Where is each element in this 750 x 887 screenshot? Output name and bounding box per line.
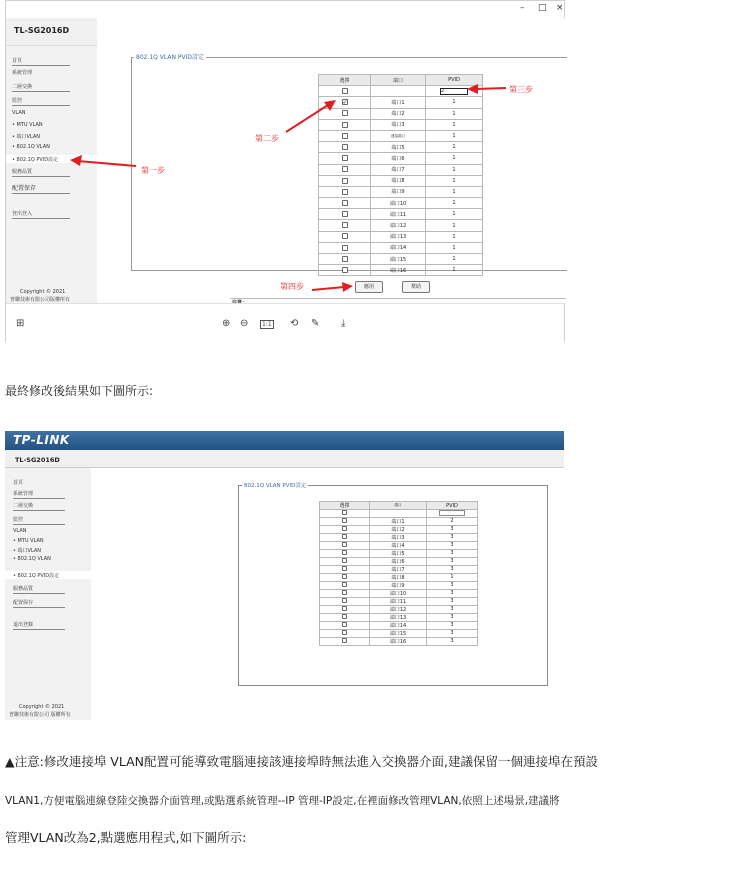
pvid-cell: 1 — [426, 186, 483, 197]
pvid-cell: 1 — [426, 97, 483, 108]
pvid-cell: 1 — [426, 164, 483, 175]
step3-label: 第三步 — [509, 85, 533, 94]
table-row — [320, 589, 478, 597]
table-row — [320, 557, 478, 565]
row-checkbox[interactable] — [342, 638, 347, 643]
screenshot-after — [5, 431, 564, 720]
table-row — [320, 581, 478, 589]
grid-icon[interactable]: ⊞ — [16, 318, 25, 329]
row-checkbox[interactable] — [342, 598, 347, 603]
pvid-cell: 1 — [426, 119, 483, 130]
pvid-cell: 3 — [427, 597, 478, 605]
table-row — [320, 541, 478, 549]
nav-monitor[interactable]: 監控 — [13, 516, 65, 525]
port-cell: 端口12 — [371, 220, 426, 231]
note-line2: VLAN1,方便電腦連線登陸交換器介面管理,或點選系統管理--IP 管理-IP設定,在裡面修改管理VLAN,依照上述場景,建議將 — [5, 795, 560, 807]
row-checkbox[interactable] — [342, 558, 347, 563]
pvid-cell: 3 — [427, 565, 478, 573]
pvid-cell: 1 — [426, 265, 483, 276]
port-cell: 端口15 — [370, 629, 427, 637]
step1-arrow — [78, 161, 136, 166]
nav-mtu-vlan[interactable]: • MTU VLAN — [13, 538, 44, 544]
row-checkbox[interactable] — [342, 550, 347, 555]
model-name: TL-SG2016D — [14, 26, 70, 35]
nav-home[interactable]: 首頁 — [12, 57, 70, 66]
row-checkbox[interactable] — [342, 614, 347, 619]
row-checkbox[interactable] — [342, 518, 347, 523]
nav-save-config[interactable]: 配置保存 — [13, 599, 65, 608]
pvid-cell: 1 — [426, 108, 483, 119]
nav-vlan[interactable]: VLAN — [13, 528, 27, 534]
table-row — [320, 597, 478, 605]
step1-arrowhead — [70, 155, 82, 166]
pvid-cell: 3 — [427, 629, 478, 637]
table-row — [320, 549, 478, 557]
port-cell: 端口5 — [370, 549, 427, 557]
row-checkbox[interactable] — [342, 622, 347, 627]
port-cell: 端口7 — [370, 565, 427, 573]
port-cell: 端口9 — [370, 581, 427, 589]
pvid-cell: 3 — [427, 557, 478, 565]
caption-result: 最終修改後結果如下圖所示: — [5, 384, 154, 398]
port-cell: 端口6 — [370, 557, 427, 565]
note-line1: ▲注意:修改連接埠 VLAN配置可能導致電腦連接該連接埠時無法進入交換器介面,建議保留一個連接埠在預設 — [5, 754, 598, 769]
table-row — [320, 613, 478, 621]
close-icon[interactable]: × — [556, 3, 564, 13]
pvid-cell: 1 — [426, 175, 483, 186]
row-checkbox[interactable] — [342, 590, 347, 595]
table-row — [320, 517, 478, 525]
table-row — [320, 533, 478, 541]
row-checkbox[interactable] — [342, 566, 347, 571]
copyright-line1: Copyright © 2021 — [19, 704, 65, 710]
pvid-cell: 3 — [427, 605, 478, 613]
row-checkbox[interactable] — [342, 542, 347, 547]
port-cell: 連接端口 — [371, 130, 426, 141]
zoom-out-icon[interactable]: ⊖ — [240, 318, 249, 329]
port-cell: 端口13 — [370, 613, 427, 621]
port-cell: 端口14 — [370, 621, 427, 629]
tplink-logo: TP-LINK — [13, 433, 70, 447]
step4-arrowhead — [342, 282, 353, 292]
pvid-cell: 1 — [426, 231, 483, 242]
table-input-row — [320, 510, 478, 518]
step3-arrowhead — [467, 84, 478, 94]
pvid-cell: 3 — [427, 541, 478, 549]
port-cell: 端口10 — [370, 589, 427, 597]
copyright-line1: Copyright © 2021 — [20, 289, 66, 295]
nav-8021q-vlan[interactable]: • 802.1Q VLAN — [13, 556, 51, 562]
apply-button[interactable]: 應用 — [355, 281, 383, 293]
screenshot-before — [5, 0, 565, 342]
nav-save-config[interactable]: 配置保存 — [12, 183, 70, 194]
step2-label: 第二步 — [255, 134, 279, 143]
nav-8021q-pvid[interactable]: • 802.1Q PVID設定 — [13, 573, 60, 579]
port-cell: 端口7 — [371, 164, 426, 175]
row-checkbox[interactable] — [342, 606, 347, 611]
nav-system[interactable]: 系統管理 — [12, 70, 33, 76]
table-row — [320, 637, 478, 645]
note-line3: 管理VLAN改為2,點選應用程式,如下圖所示: — [5, 830, 247, 845]
pvid-cell: 3 — [427, 613, 478, 621]
port-cell: 端口3 — [371, 119, 426, 130]
nav-port-vlan[interactable]: • 端口VLAN — [12, 134, 41, 140]
viewer-toolbar — [6, 303, 564, 343]
brand-bar — [5, 431, 564, 450]
port-cell: 端口2 — [371, 108, 426, 119]
pvid-input[interactable]: 2 — [440, 88, 468, 95]
port-cell: 端口6 — [371, 153, 426, 164]
pvid-cell: 1 — [426, 209, 483, 220]
annotation-arrows — [6, 1, 566, 303]
port-cell: 端口13 — [371, 231, 426, 242]
nav-l2-switching[interactable]: 二層交換 — [12, 83, 70, 92]
pvid-input[interactable] — [439, 510, 465, 516]
nav-qos[interactable]: 服務品質 — [13, 585, 65, 594]
rotate-icon[interactable]: ⟲ — [290, 318, 299, 329]
pvid-cell: 3 — [427, 637, 478, 645]
zoom-in-icon[interactable]: ⊕ — [222, 318, 231, 329]
port-cell: 端口1 — [371, 97, 426, 108]
table-row — [320, 525, 478, 533]
nav-port-vlan[interactable]: • 端口VLAN — [13, 548, 42, 554]
maximize-icon[interactable]: □ — [538, 3, 547, 13]
port-cell: 端口8 — [370, 573, 427, 581]
pvid-cell: 3 — [427, 549, 478, 557]
pvid-cell: 1 — [426, 130, 483, 141]
actual-size-icon[interactable]: 1:1 — [262, 321, 272, 328]
port-cell: 端口1 — [370, 517, 427, 525]
download-icon[interactable]: ⤓ — [341, 318, 346, 329]
pvid-cell: 3 — [427, 533, 478, 541]
port-cell: 端口8 — [371, 175, 426, 186]
select-all-checkbox[interactable] — [342, 510, 347, 515]
copyright-line2: 普聯技術有限公司 版權所有 — [9, 712, 71, 718]
nav-home[interactable]: 首頁 — [13, 480, 24, 486]
table-row — [320, 629, 478, 637]
nav-logout[interactable]: 退出登錄 — [13, 621, 65, 630]
pvid-cell: 3 — [427, 621, 478, 629]
port-cell: 端口16 — [370, 637, 427, 645]
table-row — [320, 565, 478, 573]
port-cell: 端口12 — [370, 605, 427, 613]
row-checkbox[interactable] — [342, 574, 347, 579]
nav-logout[interactable]: 登出登入 — [12, 210, 70, 219]
pvid-cell: 1 — [426, 198, 483, 209]
port-cell: 端口10 — [371, 198, 426, 209]
pvid-cell: 1 — [426, 153, 483, 164]
port-cell: 端口14 — [371, 242, 426, 253]
pvid-cell: 3 — [427, 589, 478, 597]
port-cell: 端口11 — [370, 597, 427, 605]
nav-monitor[interactable]: 監控 — [12, 97, 70, 106]
nav-qos[interactable]: 服務品質 — [12, 168, 70, 177]
port-cell: 端口4 — [370, 541, 427, 549]
port-cell: 端口9 — [371, 186, 426, 197]
minimize-icon[interactable]: – — [520, 3, 525, 13]
table-header-row — [320, 502, 478, 510]
step2-arrow — [286, 105, 328, 132]
step3-arrow — [476, 88, 506, 89]
header-select: 選擇 — [319, 75, 371, 86]
pvid-cell: 1 — [426, 142, 483, 153]
nav-8021q-vlan[interactable]: • 802.1Q VLAN — [12, 144, 50, 150]
pvid-cell: 1 — [427, 573, 478, 581]
port-cell: 端口15 — [371, 254, 426, 265]
help-button[interactable]: 幫助 — [402, 281, 430, 293]
section-title: 802.1Q VLAN PVID設定 — [136, 54, 205, 61]
port-cell: 端口3 — [370, 533, 427, 541]
row-checkbox[interactable] — [342, 526, 347, 531]
nav-system[interactable]: 系統管理 — [13, 490, 65, 499]
sidebar — [5, 468, 91, 720]
step1-label: 第一步 — [141, 166, 165, 175]
table-row — [320, 573, 478, 581]
row-checkbox[interactable] — [342, 534, 347, 539]
pvid-cell: 2 — [427, 517, 478, 525]
port-cell: 端口2 — [370, 525, 427, 533]
port-cell: 端口11 — [371, 209, 426, 220]
row-checkbox[interactable] — [342, 582, 347, 587]
pvid-cell: 1 — [426, 254, 483, 265]
port-cell: 端口5 — [371, 142, 426, 153]
nav-mtu-vlan[interactable]: • MTU VLAN — [12, 122, 43, 128]
header-pvid: PVID — [427, 502, 478, 510]
pvid-cell: 3 — [427, 525, 478, 533]
pvid-cell: 3 — [427, 581, 478, 589]
header-port: 端口 — [371, 75, 426, 86]
model-name: TL-SG2016D — [15, 456, 60, 464]
pvid-cell: 1 — [426, 242, 483, 253]
copyright-line2: 普聯技術有限公司版權所有 — [10, 297, 71, 303]
pvid-cell: 1 — [426, 220, 483, 231]
header-port: 端口 — [370, 502, 427, 510]
header-select: 選擇 — [320, 502, 370, 510]
section-title: 802.1Q VLAN PVID設定 — [244, 483, 307, 489]
edit-icon[interactable]: ✎ — [311, 318, 320, 329]
header-pvid: PVID — [426, 75, 483, 86]
model-header — [5, 450, 564, 468]
nav-8021q-pvid[interactable]: • 802.1Q PVID設定 — [12, 157, 59, 163]
port-cell: 端口16 — [371, 265, 426, 276]
row-checkbox[interactable] — [342, 630, 347, 635]
step4-label: 第四步 — [280, 282, 304, 291]
nav-vlan[interactable]: VLAN — [12, 110, 26, 116]
table-row — [320, 621, 478, 629]
nav-l2-switching[interactable]: 二層交換 — [13, 502, 65, 511]
step4-arrow — [312, 287, 344, 290]
pvid-table — [319, 501, 478, 646]
table-row — [320, 605, 478, 613]
